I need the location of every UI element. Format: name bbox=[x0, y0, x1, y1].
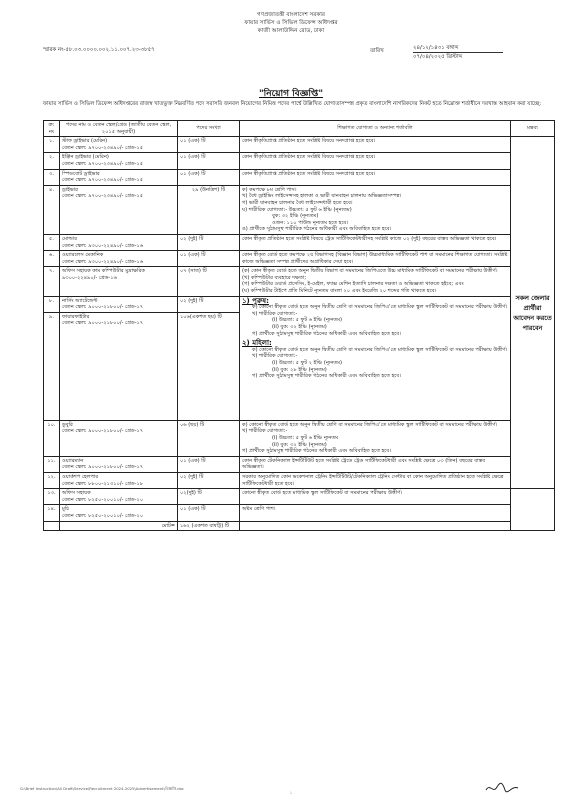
row-post bbox=[60, 296, 178, 312]
row-serial: ১২. bbox=[44, 473, 60, 489]
q-line: বুক: ৩২ ইঞ্চি (নূন্যতম) bbox=[272, 213, 319, 220]
q-line: খ) বৈধ ড্রাইভিং লাইসেন্সসহ হালকা ও ভারী যানবাহন চালনায় অভিজ্ঞতাসম্পন্ন। bbox=[242, 193, 402, 200]
notice-title: "নিয়োগ বিজ্ঞপ্তি" bbox=[258, 89, 324, 99]
q-line: খ) শারীরিক যোগ্যতা:- bbox=[252, 310, 298, 317]
row-serial: ১০. bbox=[44, 420, 60, 456]
total-row bbox=[44, 521, 555, 531]
row-serial: ১. bbox=[44, 137, 60, 153]
q-line: (গ) কম্পিউটার ওয়ার্ড প্রসেসিং, ই-মেইল, ফ্যাক্স মেশিন ইত্যাদি চালনার দক্ষতা ও অভিজ্ঞতা থাকতে হইবে; এবং bbox=[242, 281, 464, 288]
table-row bbox=[44, 251, 555, 267]
header-remarks: মন্তব্য bbox=[511, 121, 555, 137]
row-serial: ৯. bbox=[44, 312, 60, 420]
post-name: ওয়্যারম্যান bbox=[62, 457, 84, 464]
row-serial: ৫. bbox=[44, 234, 60, 250]
total-value: ১৬২ (একশত বাষট্টি) টি bbox=[178, 521, 240, 531]
post-name: ড্রাইভার bbox=[62, 186, 78, 193]
pay-scale: বেতন স্কেল: ৮২৫০-২০০১০/- গ্রেড-২০ bbox=[62, 512, 144, 519]
row-post bbox=[60, 234, 178, 250]
post-name: অফিস সহায়ক bbox=[62, 490, 91, 497]
post-count: ০১ (এক) টি bbox=[178, 169, 240, 185]
q-line: (খ) কম্পিউটার ব্যবহারে দক্ষতা; bbox=[242, 274, 307, 281]
row-serial: ৩. bbox=[44, 169, 60, 185]
header-line-2: ফায়ার সার্ভিস ও সিভিল ডিফেন্স অধিদপ্তর bbox=[244, 20, 338, 26]
post-count: ১০৬(একশত ছয়) টি bbox=[178, 312, 240, 420]
post-name: ওয়্যারলেস মেকানিক bbox=[62, 252, 104, 259]
pay-scale: বেতন স্কেল: ৯০০০-২১৮০০/- গ্রেড-১৭ bbox=[62, 464, 144, 471]
q-line: ক) কমপক্ষে ৮ম শ্রেণি পাস। bbox=[242, 186, 297, 193]
post-name: ডুবুরি bbox=[62, 421, 73, 428]
table-row bbox=[44, 153, 555, 169]
post-count: ০১ (এক) টি bbox=[178, 456, 240, 472]
post-count: ০১ (এক) টি bbox=[178, 251, 240, 267]
qualification: সরকার অনুমোদিত কোন ভকেশনাল ট্রেনিং ইন্সটিটিউট/টেকনিক্যাল ট্রেনিং সেন্টার বা কোন অনুমোদিত প্রতিষ্ঠান হতে সংশ্লিষ্ট ক্ষেত্রে সার্টিফিকেটধারী হতে হবে। bbox=[240, 473, 511, 489]
qualification: অষ্টম শ্রেণি পাশ। bbox=[240, 505, 511, 521]
post-name: ওয়ার্কশপ হেলপার bbox=[62, 474, 99, 480]
post-count: ০২ (দুই) টি bbox=[178, 296, 240, 312]
q-line: (i) উচ্চতা: ৫ ফুট ৬ ইঞ্চি ন্যূনতম bbox=[272, 435, 339, 442]
pay-scale: বেতন স্কেল: ৯০০০-২১৮০০/- গ্রেড-১৭ bbox=[62, 428, 144, 435]
recruitment-table bbox=[43, 120, 555, 531]
table-row bbox=[44, 505, 555, 521]
q-line: ঙ) প্রার্থীকে সুঠামসুস্থ শারীরিক গঠনের অধিকারী এবং অবিবাহিত হতে হবে। bbox=[242, 226, 392, 233]
post-count: ০২ (দুই) টি bbox=[178, 473, 240, 489]
pay-scale: বেতন স্কেল: ৯৭০০-২৩৪৯০/- গ্রেড-১৫ bbox=[62, 144, 144, 151]
post-name: অফিস সহায়ক কাম কম্পিউটার মুদ্রাক্ষরিক bbox=[62, 268, 145, 275]
row-serial: ৪. bbox=[44, 185, 60, 234]
post-name: স্পিডবোট ড্রাইভার bbox=[62, 170, 100, 177]
header-line-1: গণপ্রজাতন্ত্রী বাংলাদেশ সরকার bbox=[257, 12, 325, 18]
page-number: ১ bbox=[289, 790, 293, 795]
row-post bbox=[60, 420, 178, 456]
table-row bbox=[44, 267, 555, 296]
header-post: পদের নাম ও বেতন স্কেল/গ্রেড (জাতীয় বেতন স্কেল, ২০১৫ অনুযায়ী) bbox=[60, 121, 178, 137]
q-line: (i) উচ্চতা: ৫ ফুট ২ ইঞ্চি (ন্যূনতম) bbox=[272, 360, 343, 366]
pay-scale: বেতন স্কেল: ৯৩০০-২২৪৯০/- গ্রেড-১৬ bbox=[62, 258, 144, 265]
row-serial: ১৩. bbox=[44, 489, 60, 505]
row-post bbox=[60, 489, 178, 505]
post-count: ০১ (এক) টি bbox=[178, 153, 240, 169]
post-name: ফায়ারফাইটার bbox=[62, 313, 90, 320]
row-serial: ৬. bbox=[44, 251, 60, 267]
post-count: ২৯ (উনত্রিশ) টি bbox=[178, 185, 240, 234]
table-row bbox=[44, 489, 555, 505]
male-heading: ১) পুরুষ: bbox=[242, 296, 269, 305]
table-header-row bbox=[44, 121, 555, 137]
q-line: গ) প্রার্থীকে সুঠামসুস্থ শারীরিক গঠনের অধিকারী এবং অবিবাহিত হতে হবে। bbox=[242, 448, 392, 455]
row-post bbox=[60, 267, 178, 296]
footer-path: G:\Brief Instruction\All Draft\Service\Recruitment 2024-2025\Advertisement\বিজ্ঞপ্তি.doc bbox=[20, 786, 185, 791]
q-line: (i) উচ্চতা: ৫ ফুট ৬ ইঞ্চি (ন্যূনতম) bbox=[272, 317, 343, 324]
post-name: ইঞ্জিন ড্রাইভার (মেরিন) bbox=[62, 154, 109, 161]
header-serial: ক্র: নং bbox=[44, 121, 60, 137]
qualification bbox=[240, 185, 511, 234]
post-count: ০১ (এক) টি bbox=[178, 505, 240, 521]
pay-scale: বেতন স্কেল: ৯৩০০-২২৪৯০/- গ্রেড-১৬ bbox=[62, 242, 144, 249]
q-line: গ) প্রার্থীকে সুঠামসুস্থ শারীরিক গঠনের অধিকারী এবং অবিবাহিত হতে হবে। bbox=[252, 330, 402, 337]
row-serial: ১১. bbox=[44, 456, 60, 472]
q-line: (ক) কোন স্বীকৃত বোর্ড হতে অনুন দ্বিতীয় বিভাগ বা সমমানের জিপিএতে উচ্চ মাধ্যমিক সার্টিফিকেট বা সমমানের পরীক্ষায় উত্তীর্ণ। bbox=[242, 268, 498, 275]
post-count: ০২(দুই) টি bbox=[178, 489, 240, 505]
row-serial: ৮. bbox=[44, 296, 60, 312]
row-post bbox=[60, 153, 178, 169]
pay-scale: ৯৩০০-২২৪৯০/- গ্রেড-১৬ bbox=[62, 274, 117, 281]
q-line: ক) কোনো স্বীকৃত বোর্ড হতে অনুন দ্বিতীয় শ্রেণি বা সমমানের জিপিএ'তে মাধ্যমিক স্কুল সার্টিফিকেট বা সমমানের পরীক্ষায় উত্তীর্ণ। bbox=[252, 346, 508, 353]
post-name: মোল্ডার bbox=[62, 235, 78, 242]
pay-scale: বেতন স্কেল: ৯৭০০-২৩৪৯০/- গ্রেড-১৫ bbox=[62, 160, 144, 167]
table-row bbox=[44, 473, 555, 489]
qualification: কোন স্বীকৃতিপ্রাপ্ত প্রতিষ্ঠান হতে সংশ্লিষ্ট বিষয়ে সনদপ্রাপ্ত হতে হবে। bbox=[240, 137, 511, 153]
pay-scale: বেতন স্কেল: ৮২৫০-২০০১০/- গ্রেড-২০ bbox=[62, 496, 144, 503]
qualification bbox=[240, 420, 511, 456]
date-label: তারিখ bbox=[370, 48, 384, 54]
q-line: ক) কোনো স্বীকৃত বোর্ড হতে অনুন দ্বিতীয় শ্রেণি বা সমমানের জিপিএ'তে মাধ্যমিক স্কুল সার্টিফিকেট বা সমমানের পরীক্ষায় উত্তীর্ণ। bbox=[252, 304, 508, 311]
female-heading: ২) মহিলা: bbox=[242, 339, 272, 348]
q-line: (ii) বুক: ৩২ ইঞ্চি (ন্যূনতম) bbox=[272, 441, 327, 448]
table-row bbox=[44, 296, 555, 312]
q-line: (ii) বুক: ৩২ ইঞ্চি (ন্যূনতম) bbox=[272, 324, 327, 331]
row-post bbox=[60, 312, 178, 420]
date-english: ০৭/০৪/২০২৫ খ্রিস্টাব্দ bbox=[413, 54, 463, 60]
qualification: কোনো স্বীকৃত বোর্ড হতে মাধ্যমিক স্কুল সার্টিফিকেট বা সমমানের পরীক্ষায় উত্তীর্ণ। bbox=[240, 489, 511, 505]
qualification: কোন স্বীকৃতিপ্রাপ্ত প্রতিষ্ঠান হতে সংশ্লিষ্ট বিষয়ে সনদপ্রাপ্ত হতে হবে। bbox=[240, 169, 511, 185]
intro-paragraph: ফায়ার সার্ভিস ও সিভিল ডিফেন্স অধিদপ্তরের রাজস্ব খাতভুক্ত নিম্নবর্ণিত পদে সরাসরি জনবল নিয়োগের নিমিত্ত পদের পার্শ্বে উল্লিখিত যোগ্যতাসম্পন্ন প্রকৃত বাংলাদেশি নাগরিকদের নিকট হতে নিম্নোক্ত শর্তাধীনে দরখাস্ত আহবান করা যাচ্ছে: bbox=[43, 101, 542, 107]
post-name: মুচি bbox=[62, 506, 70, 513]
qualification: কোন স্বীকৃত প্রতিষ্ঠান হতে সংশ্লিষ্ট বিষয়ে ট্রেড সার্টিফিকেটধারীসহ সংশ্লিষ্ট কাজে ০২ (দুই) বছরের বাস্তব অভিজ্ঞতা থাকতে হবে। bbox=[240, 234, 511, 250]
header-count: পদের সংখ্যা bbox=[178, 121, 240, 137]
post-count: ০৬ (ছয়) টি bbox=[178, 420, 240, 456]
post-count: ০৭ (সাত) টি bbox=[178, 267, 240, 296]
row-serial: ১৪. bbox=[44, 505, 60, 521]
q-line: (ii) বুক: ২৮ ইঞ্চি (ন্যূনতম) bbox=[272, 366, 327, 373]
q-line: খ) শারীরিক যোগ্যতা:- bbox=[252, 353, 298, 360]
q-line: খ) শারীরিক যোগ্যতা:- bbox=[242, 428, 288, 435]
header-line-3: কাজী আলাউদ্দিন রোড, ঢাকা bbox=[257, 28, 325, 34]
remarks-cell: সকল জেলার প্রার্থীরা আবেদন করতে পারবেন bbox=[511, 137, 555, 489]
post-name: স্টাফ ড্রাইভার (মেরিন) bbox=[62, 138, 108, 145]
row-post bbox=[60, 137, 178, 153]
table-row bbox=[44, 169, 555, 185]
date-bangla: ২৪/১২/১৪৩১ বঙ্গাব্দ bbox=[413, 44, 503, 53]
row-post bbox=[60, 456, 178, 472]
table-row bbox=[44, 234, 555, 250]
row-serial: ৭. bbox=[44, 267, 60, 296]
q-line: গ) প্রার্থীকে সুঠামসুস্থ শারীরিক গঠনের অধিকারী এবং অবিবাহিত হতে হবে। bbox=[252, 373, 402, 380]
row-post bbox=[60, 505, 178, 521]
qualification: কোন স্বীকৃতিপ্রাপ্ত প্রতিষ্ঠান হতে সংশ্লিষ্ট বিষয়ে সনদপ্রাপ্ত হতে হবে। bbox=[240, 153, 511, 169]
qualification bbox=[240, 296, 511, 420]
pay-scale: বেতন স্কেল: ৯৭০০-২৩৪৯০/- গ্রেড-১৫ bbox=[62, 177, 144, 184]
table-row bbox=[44, 137, 555, 153]
row-post bbox=[60, 169, 178, 185]
qualification: কোন স্বীকৃত টেকনিক্যাল ইন্সটিটিউট হতে সংশ্লিষ্ট ট্রেডে ট্রেড সার্টিফিকেটধারী এবং সংশ্লিষ্ট ক্ষেত্রে ০৩ (তিন) বছরের বাস্তব অভিজ্ঞতা। bbox=[240, 456, 511, 472]
table-row bbox=[44, 420, 555, 456]
pay-scale: বেতন স্কেল: ৯০০০-২১৮০০/- গ্রেড-১৭ bbox=[62, 320, 144, 327]
q-line: ওজন: ১১০ পাউন্ড নূন্যতম হতে হবে। bbox=[272, 219, 349, 226]
table-row bbox=[44, 456, 555, 472]
q-line: গ) ভারী যানবাহন চালনার বৈধ লাইসেন্সধারী হতে হবে। bbox=[242, 199, 353, 206]
header-qualification: শিক্ষাগত যোগ্যতা ও অন্যান্য শর্তাবলি bbox=[240, 121, 511, 137]
pay-scale: বেতন স্কেল: ৮৮০০-২১৩১০/- গ্রেড-১৮ bbox=[62, 480, 144, 487]
q-line: (ঘ) কম্পিউটার টাইপে প্রতি মিনিটে ন্যূনতম বাংলা ২০ এবং ইংরেজি ২০ শব্দের গতি থাকতে হবে। bbox=[242, 288, 437, 295]
row-post bbox=[60, 251, 178, 267]
row-serial: ২. bbox=[44, 153, 60, 169]
pay-scale: বেতন স্কেল: ৯৭০০-২৩৪৯০/- গ্রেড-১৫ bbox=[62, 193, 144, 200]
total-label: মোট= bbox=[60, 521, 178, 531]
row-post bbox=[60, 185, 178, 234]
pay-scale: বেতন স্কেল: ৯০০০-২১৮০০/- গ্রেড-১৭ bbox=[62, 304, 144, 311]
remarks-empty bbox=[511, 489, 555, 531]
q-line: ক) কোনো স্বীকৃত বোর্ড হতে অনুন দ্বিতীয় শ্রেণি বা সমমানের জিপিএ'তে মাধ্যমিক স্কুল সার্টিফিকেট বা সমমানের পরীক্ষায় উত্তীর্ণ। bbox=[242, 421, 498, 428]
qualification: কোন স্বীকৃত বোর্ড হতে কমপক্ষে ২য় বিভাগসহ (বিজ্ঞান বিভাগ) উচ্চমাধ্যমিক সার্টিফিকেট পাশ বা সমমানের শিক্ষাগত যোগ্যতা। সংশ্লিষ্ট কাজে অভিজ্ঞতা সম্পন্ন প্রার্থীদের অগ্রাধিকার দেয়া হবে। bbox=[240, 251, 511, 267]
row-post bbox=[60, 473, 178, 489]
q-line: ঘ) শারীরিক যোগ্যতা:- উচ্চতা: ৫ ফুট ৬ ইঞ্চি (নূন্যতম) bbox=[242, 206, 352, 213]
table-row bbox=[44, 185, 555, 234]
post-count: ০১ (এক) টি bbox=[178, 137, 240, 153]
post-name: নার্সিং অ্যাটেন্ডেন্ট bbox=[62, 297, 98, 304]
qualification bbox=[240, 267, 511, 296]
memo-number: স্মারক নং-৫৮.০৩.০০০০.০০২.১১.০০৭.২৩-৩৮৫৭ bbox=[43, 47, 155, 53]
post-count: ০২ (দুই) টি bbox=[178, 234, 240, 250]
